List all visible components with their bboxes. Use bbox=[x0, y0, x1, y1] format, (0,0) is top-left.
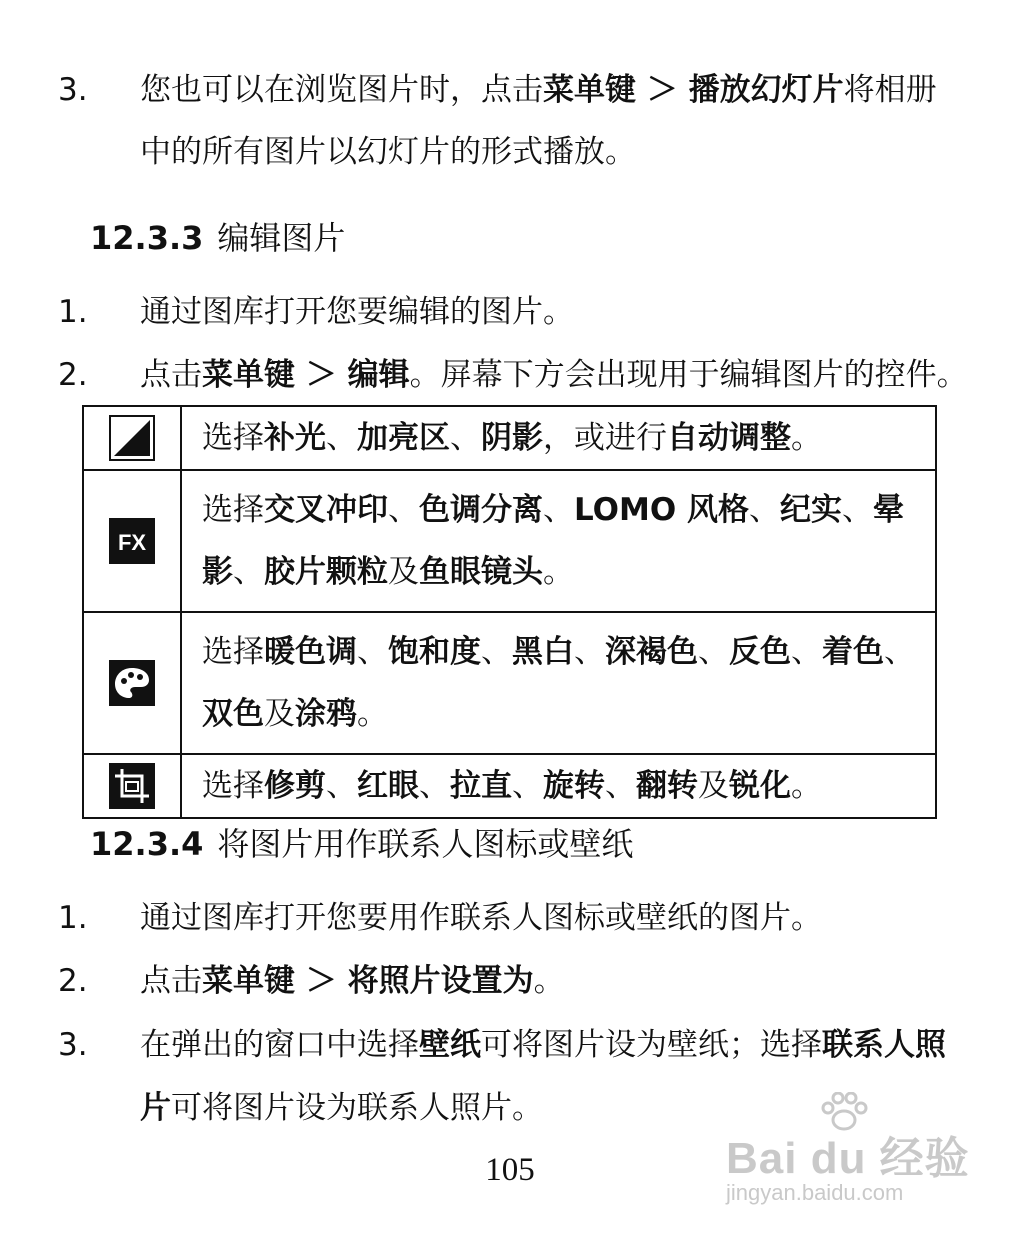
tool-description: 选择交叉冲印、色调分离、LOMO 风格、纪实、晕 影、胶片颗粒及鱼眼镜头。 bbox=[181, 470, 936, 612]
icon-cell bbox=[83, 612, 181, 754]
watermark-url: jingyan.baidu.com bbox=[726, 1180, 904, 1205]
page-number: 105 bbox=[485, 1152, 535, 1188]
section-heading: 12.3.3 编辑图片 bbox=[90, 219, 346, 257]
icon-cell bbox=[83, 754, 181, 818]
edit-tools-table bbox=[82, 405, 937, 819]
step-text: 通过图库打开您要编辑的图片。 bbox=[140, 294, 574, 330]
step-number: 3. bbox=[58, 1027, 88, 1063]
tool-description: 选择修剪、红眼、拉直、旋转、翻转及锐化。 bbox=[181, 754, 936, 818]
crop-icon bbox=[109, 763, 155, 809]
step-text: 点击菜单键 ＞ 将照片设置为。 bbox=[140, 963, 565, 999]
step-text: 点击菜单键 ＞ 编辑。屏幕下方会出现用于编辑图片的控件。 bbox=[140, 357, 968, 393]
table-row bbox=[83, 406, 936, 470]
step-number: 3. bbox=[58, 72, 88, 108]
step-number: 1. bbox=[58, 294, 88, 330]
table-row bbox=[83, 470, 936, 612]
step-text: 在弹出的窗口中选择壁纸可将图片设为壁纸；选择联系人照 bbox=[140, 1027, 946, 1063]
step-number: 2. bbox=[58, 357, 88, 393]
tool-description: 选择补光、加亮区、阴影，或进行自动调整。 bbox=[181, 406, 936, 470]
step-text-continued: 片可将图片设为联系人照片。 bbox=[140, 1090, 543, 1126]
table-row bbox=[83, 754, 936, 818]
table-row bbox=[83, 612, 936, 754]
step-text: 您也可以在浏览图片时，点击菜单键 ＞ 播放幻灯片将相册 bbox=[140, 72, 937, 108]
svg-text:FX: FX bbox=[117, 530, 147, 555]
section-heading: 12.3.4 将图片用作联系人图标或壁纸 bbox=[90, 825, 634, 863]
step-number: 2. bbox=[58, 963, 88, 999]
tool-description: 选择暖色调、饱和度、黑白、深褐色、反色、着色、 双色及涂鸦。 bbox=[181, 612, 936, 754]
exposure-icon bbox=[109, 415, 155, 461]
step-text-continued: 中的所有图片以幻灯片的形式播放。 bbox=[140, 134, 636, 170]
step-text: 通过图库打开您要用作联系人图标或壁纸的图片。 bbox=[140, 900, 822, 936]
fx-icon bbox=[109, 518, 155, 564]
icon-cell bbox=[83, 470, 181, 612]
step-number: 1. bbox=[58, 900, 88, 936]
icon-cell bbox=[83, 406, 181, 470]
watermark bbox=[722, 1092, 972, 1212]
watermark-logo: Bai du 经验 bbox=[726, 1134, 970, 1183]
palette-icon bbox=[109, 660, 155, 706]
